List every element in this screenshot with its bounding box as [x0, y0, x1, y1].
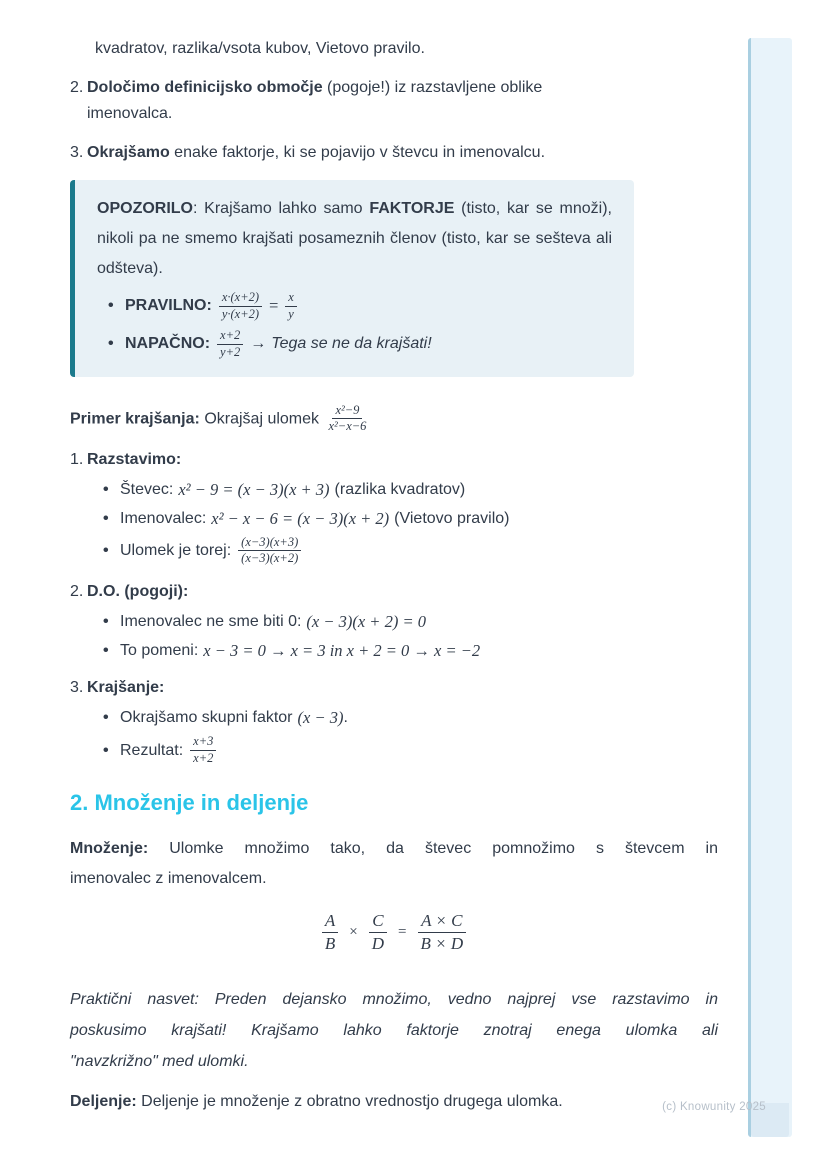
mnozenje-line-1 [70, 834, 718, 864]
item2-rest: (pogoje!) iz razstavljene oblike [327, 79, 543, 96]
mnozenje-line-2: imenovalec z imenovalcem. [70, 870, 267, 888]
bullet-dot [103, 705, 120, 730]
advice-line-2: poskusimo krajšati! Krajšamo lahko faktorje znotraj enega ulomka ali [70, 1021, 718, 1039]
callout-line-1 [97, 194, 612, 224]
bullet-label: Rezultat: [120, 741, 184, 759]
section-heading-mnozenje-deljenje: 2. Množenje in deljenje [70, 790, 309, 816]
times-sign: × [349, 923, 358, 940]
mnozenje-label: Množenje: [70, 840, 149, 858]
napacno-label: NAPAČNO: [125, 335, 211, 353]
advice-line-1: Praktični nasvet: Preden dejansko množimo, vedno najprej vse razstavimo in [70, 990, 718, 1008]
step-pogoji [70, 579, 718, 663]
callout-title: OPOZORILO [97, 200, 193, 217]
arrow-icon: → [250, 335, 267, 353]
denominator: x+2 [193, 750, 214, 765]
callout-line1-bold: FAKTORJE [369, 200, 455, 217]
example-intro [70, 403, 718, 435]
denominator: B [324, 933, 336, 953]
numerator: x [285, 290, 297, 307]
bullet-tail: (razlika kvadratov) [334, 480, 466, 498]
paragraph-prakticni-nasvet [70, 984, 718, 1077]
bullet-dot [103, 506, 120, 531]
paragraph-deljenje [70, 1089, 718, 1115]
line-1 [87, 75, 718, 101]
fraction [238, 535, 301, 567]
copyright-watermark: (c) Knowunity 2025 [662, 1101, 766, 1113]
step-1-heading: Razstavimo: [87, 450, 182, 468]
step-1-bullet-1 [103, 477, 718, 502]
pravilno-label: PRAVILNO: [125, 297, 212, 315]
fraction [217, 328, 243, 360]
denominator: x²−x−6 [328, 419, 367, 434]
bullet-label: Imenovalec ne sme biti 0: [120, 613, 302, 630]
numerator: x²−9 [332, 403, 362, 420]
bullet-label: Ulomek je torej: [120, 542, 232, 560]
fraction [325, 403, 369, 435]
step-krajsanje [70, 675, 718, 766]
bullet-dot [108, 329, 125, 359]
equals-sign: = [398, 923, 407, 940]
line-2: imenovalca. [87, 105, 173, 122]
list-item-2-number: 2. [70, 79, 84, 96]
step-1-title [70, 447, 718, 473]
step-2-heading: D.O. (pogoji): [87, 583, 189, 600]
paragraph-mnozenje [70, 834, 718, 894]
math-expression: (x − 3)(x + 2) = 0 [306, 612, 426, 631]
numerator: x+2 [217, 328, 243, 345]
step-3-title [70, 675, 718, 701]
step-3-bullet-2 [103, 734, 718, 766]
fraction [417, 910, 466, 954]
step-2-number: 2. [70, 583, 84, 600]
bullet-label: Imenovalec: [120, 509, 207, 527]
callout-bullet-napacno [108, 328, 612, 360]
example-label: Primer krajšanja: [70, 409, 200, 427]
callout-line-3: odšteva). [97, 260, 163, 277]
step-1-bullet-2 [103, 506, 718, 531]
numerator: x·(x+2) [219, 290, 262, 307]
math-expression: x − 3 = 0 → x = 3 in x + 2 = 0 → x = −2 [203, 641, 481, 660]
list-item-3-number: 3. [70, 144, 84, 161]
fraction [219, 290, 262, 322]
warning-callout [70, 180, 634, 377]
bullet-label: Števec: [120, 480, 174, 498]
bullet-dot [103, 738, 120, 763]
numerator: (x−3)(x+3) [238, 535, 301, 552]
fraction [322, 910, 338, 954]
fraction [285, 290, 297, 322]
item3-bold: Okrajšamo [87, 144, 170, 161]
denominator: (x−3)(x+2) [241, 551, 299, 566]
bullet-label: To pomeni: [120, 642, 199, 659]
bullet-dot [103, 477, 120, 502]
bullet-tail: . [343, 709, 348, 726]
callout-line1-a: : Krajšamo lahko samo [193, 200, 363, 217]
list-item-1-continuation [95, 36, 718, 62]
list-item-3 [70, 140, 718, 166]
bullet-label: Okrajšamo skupni faktor [120, 709, 293, 726]
denominator: y+2 [220, 344, 241, 359]
item2-bold: Določimo definicijsko območje [87, 79, 323, 96]
bullet-dot [103, 538, 120, 563]
bullet-tail: (Vietovo pravilo) [394, 509, 510, 527]
numerator: A [322, 910, 338, 932]
step-razstavimo [70, 447, 718, 567]
advice-line-3: "navzkrižno" med ulomki. [70, 1052, 249, 1070]
numerator: A × C [418, 910, 465, 932]
math-expression: (x − 3) [297, 708, 344, 727]
deljenje-label: Deljenje: [70, 1092, 137, 1110]
step-2-title [70, 579, 718, 605]
denominator: B × D [420, 933, 464, 953]
callout-bullet-pravilno [108, 290, 612, 322]
callout-line-2: nikoli pa ne smemo krajšati posameznih členov (tisto, kar se sešteva ali [97, 230, 612, 247]
step-2-bullet-2 [103, 638, 718, 663]
equals-sign: = [268, 296, 280, 316]
napacno-note: Tega se ne da krajšati! [271, 335, 432, 353]
intro-line1-text: kvadratov, razlika/vsota kubov, Vietovo pravilo. [95, 40, 425, 57]
fraction [369, 910, 387, 954]
list-item-2 [70, 75, 718, 127]
step-2-bullet-1 [103, 609, 718, 634]
page-edge-strip [748, 38, 792, 1137]
denominator: y [288, 306, 294, 321]
multiplication-formula [70, 910, 718, 954]
denominator: y·(x+2) [221, 306, 260, 321]
numerator: x+3 [190, 734, 216, 751]
step-1-bullet-3 [103, 535, 718, 567]
item3-rest: enake faktorje, ki se pojavijo v števcu in imenovalcu. [174, 144, 546, 161]
deljenje-text: Deljenje je množenje z obratno vrednostjo drugega ulomka. [141, 1092, 563, 1110]
list-item-3-text [87, 140, 718, 166]
callout-line1-c: (tisto, kar se množi), [461, 200, 613, 217]
step-1-number: 1. [70, 450, 84, 468]
bullet-dot [103, 609, 120, 634]
document-page [70, 0, 718, 1115]
numerator: C [369, 910, 386, 932]
fraction [190, 734, 216, 766]
mnozenje-text: Ulomke množimo tako, da števec pomnožimo s števcem in [169, 840, 719, 858]
step-3-number: 3. [70, 679, 84, 696]
step-3-heading: Krajšanje: [87, 679, 165, 696]
denominator: D [371, 933, 385, 953]
step-3-bullet-1 [103, 705, 718, 730]
math-expression: x² − x − 6 = (x − 3)(x + 2) [211, 508, 390, 528]
example-text: Okrajšaj ulomek [204, 409, 320, 427]
list-item-2-text [87, 75, 718, 127]
bullet-dot [103, 638, 120, 663]
math-expression: x² − 9 = (x − 3)(x + 3) [178, 479, 330, 499]
bullet-dot [108, 291, 125, 321]
